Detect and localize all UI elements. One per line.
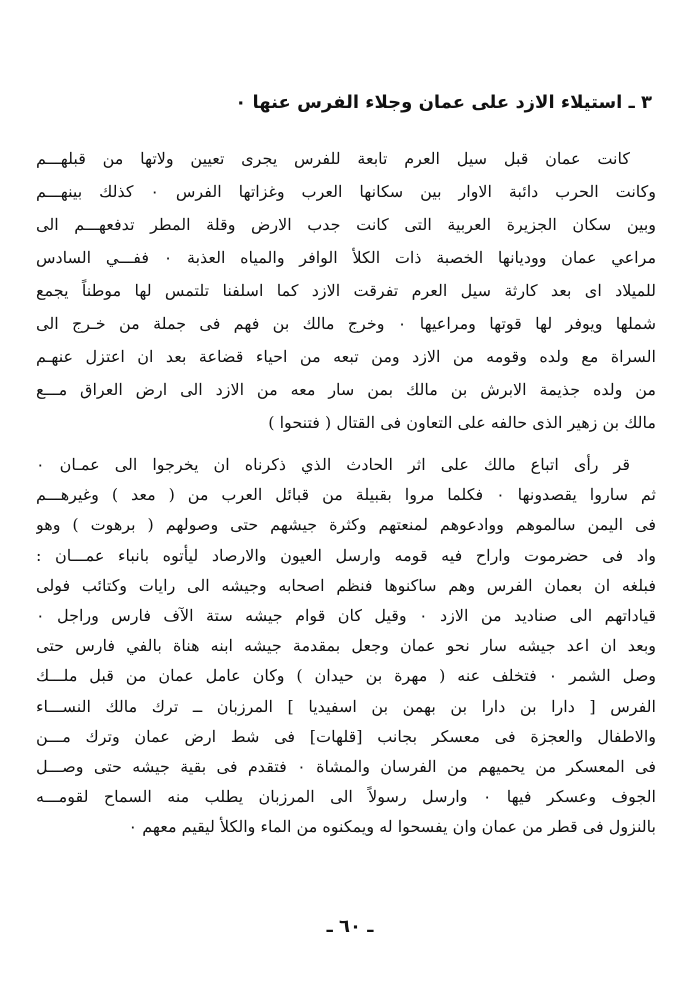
page-number: ـ ٦٠ ـ [326, 916, 374, 937]
text-line: كانت عمان قبل سيل العرم تابعة للفرس يجرى تعيين ولاتها من قبلهـــم [36, 149, 630, 168]
text-line: بالنزول فى قطر من عمان وان يفسحوا له ويمكنوه من الماء والكلأ ليقيم معهم ٠ [128, 817, 656, 837]
text-line: للميلاد اى بعد كارثة سيل العرم تفرقت الازد كما اسلفنا تلتمس لها موطناً يجمع [36, 281, 656, 300]
text-line: فبلغه ان بعمان الفرس وهم ساكنوها فنظم اصحابه وجيشه الى رايات وكتائب فولى [36, 575, 656, 595]
text-line: الجوف وعسكر فيها ٠ وارسل رسولاً الى المرزبان يطلب منه السماح لقومـــه [36, 787, 656, 807]
section-heading: ٣ ـ استيلاء الازد على عمان وجلاء الفرس عنها ٠ [235, 92, 652, 113]
text-line: ثم ساروا يقصدونها ٠ فكلما مروا بقبيلة من قبائل العرب من ( معد ) وغيرهـــم [36, 485, 656, 505]
text-line: والاطفال والعجزة فى معسكر بجانب [قلهات] فى شط ارض عمان وترك مـــن [36, 726, 656, 746]
text-line: مراعي عمان ووديانها الخصبة ذات الكلأ الوافر والمياه العذبة ٠ ففـــي السادس [36, 248, 656, 267]
text-line: مالك بن زهير الذى حالفه على التعاون فى القتال ( فتنحوا ) [268, 413, 656, 432]
text-line: شملها ويوفر لها قوتها ومراعيها ٠ وخرج مالك بن فهم فى جملة من خـرج الى [36, 314, 656, 333]
paragraph-1 [36, 142, 656, 439]
text-line: فى المعسكر من يحميهم من الفرسان والمشاة ٠ فتقدم فى بقية جيشه حتى وصـــل [36, 756, 656, 776]
text-line: وبين سكان الجزيرة العربية التى كانت جدب الارض وقلة المطر تدفعهـــم الى [36, 215, 656, 234]
text-line: من ولده جذيمة الابرش بن مالك بمن سار معه من الازد الى ارض العراق مـــع [36, 380, 656, 399]
text-line: وصل الشمر ٠ فتخلف عنه ( مهرة بن حيدان ) وكان عامل عمان من قبل ملـــك [36, 666, 656, 686]
text-line: فى اليمن سالموهم ووادعوهم لمنعتهم وكثرة جيشهم حتى وصولهم ( برهوت ) وهو [36, 515, 656, 535]
text-line: وكانت الحرب دائبة الاوار بين سكانها العرب وغزاتها الفرس ٠ كذلك بينهـــم [36, 182, 656, 201]
text-line: قياداتهم الى صناديد من الازد ٠ وقيل كان قوام جيشه ستة الآف فارس وراجل ٠ [36, 605, 656, 625]
text-line: وبعد ان اعد جيشه سار نحو عمان وجعل بمقدمة جيشه ابنه هناة بالفي فارس حتى [36, 636, 656, 656]
paragraph-2 [36, 450, 656, 842]
text-line: الفرس [ دارا بن دارا بن بهمن بن اسفيديا ] المرزبان ــ ترك مالك النســـاء [36, 696, 656, 716]
text-line: قر رأى اتباع مالك على اثر الحادث الذي ذكرناه ان يخرجوا الى عمـان ٠ [36, 455, 630, 474]
text-line: السراة مع ولده وقومه من الازد ومن تبعه من احياء قضاعة بعد ان اعتزل عنهـم [36, 347, 656, 366]
text-line: واد فى حضرموت واراح فيه قومه وارسل العيون والارصاد ليأتوه بانباء عمـــان : [36, 545, 656, 565]
